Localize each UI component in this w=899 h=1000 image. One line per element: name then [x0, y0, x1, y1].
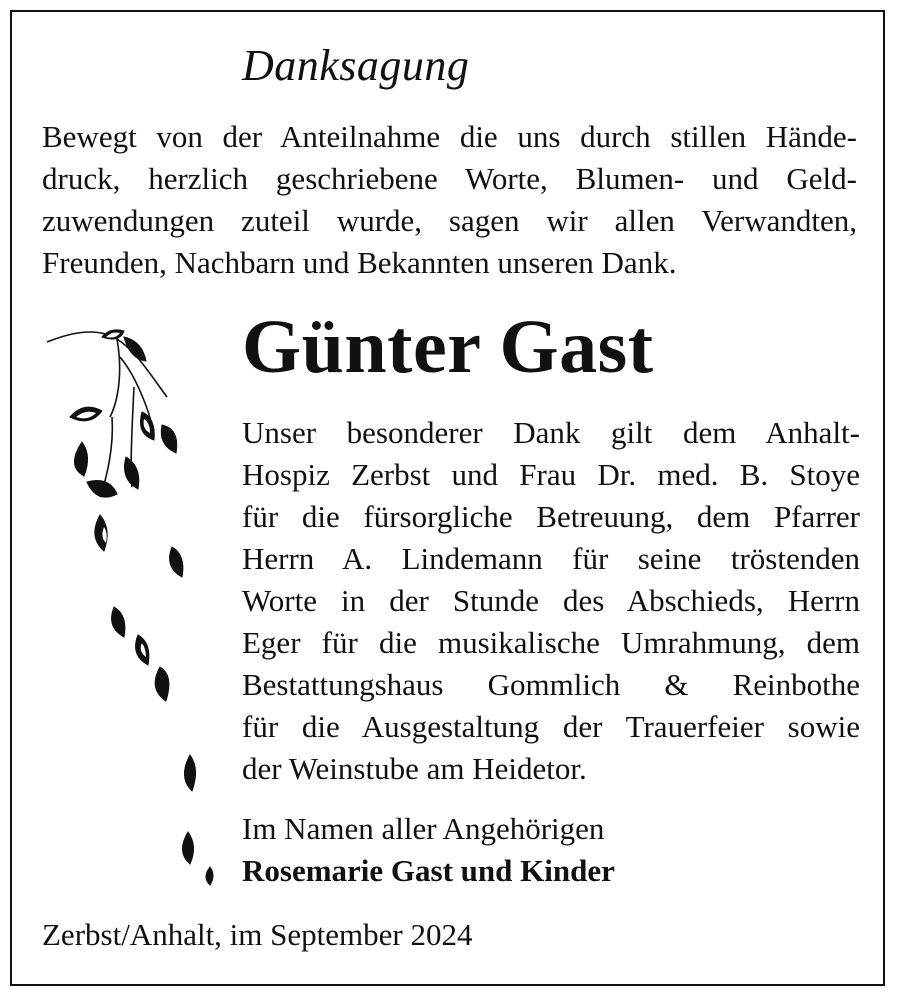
thanks-line: der Weinstube am Heidetor.	[242, 751, 587, 786]
thanks-line: Unser besonderer Dank gilt dem Anhalt-	[242, 415, 860, 450]
intro-line: zuwendungen zuteil wurde, sagen wir allen Verwandten,	[42, 203, 857, 238]
deceased-name: Günter Gast	[242, 305, 654, 389]
intro-line: Freunden, Nachbarn und Bekannten unseren Dank.	[42, 245, 677, 280]
thanks-line: Eger für die musikalische Umrahmung, dem	[242, 625, 860, 660]
thanks-line: Worte in der Stunde des Abschieds, Herrn	[242, 583, 860, 618]
heading: Danksagung	[242, 41, 470, 90]
on-behalf-text: Im Namen aller Angehörigen	[242, 811, 605, 846]
obituary-card	[10, 10, 885, 986]
place-date: Zerbst/Anhalt, im September 2024	[42, 917, 473, 952]
thanks-line: Hospiz Zerbst und Frau Dr. med. B. Stoye	[242, 457, 860, 492]
intro-paragraph	[42, 116, 857, 284]
intro-line: druck, herzlich geschriebene Worte, Blumen- und Geld-	[42, 161, 857, 196]
thanks-line: für die fürsorgliche Betreuung, dem Pfarrer	[242, 499, 860, 534]
thanks-line: Bestattungshaus Gommlich & Reinbothe	[242, 667, 860, 702]
thanks-line: für die Ausgestaltung der Trauerfeier sowie	[242, 709, 860, 744]
thanks-paragraph	[242, 412, 860, 790]
falling-leaves-branch-icon	[42, 317, 222, 907]
intro-line: Bewegt von der Anteilnahme die uns durch stillen Hände-	[42, 119, 857, 154]
thanks-line: Herrn A. Lindemann für seine tröstenden	[242, 541, 860, 576]
signers-name: Rosemarie Gast und Kinder	[242, 853, 615, 888]
signoff	[242, 808, 615, 892]
